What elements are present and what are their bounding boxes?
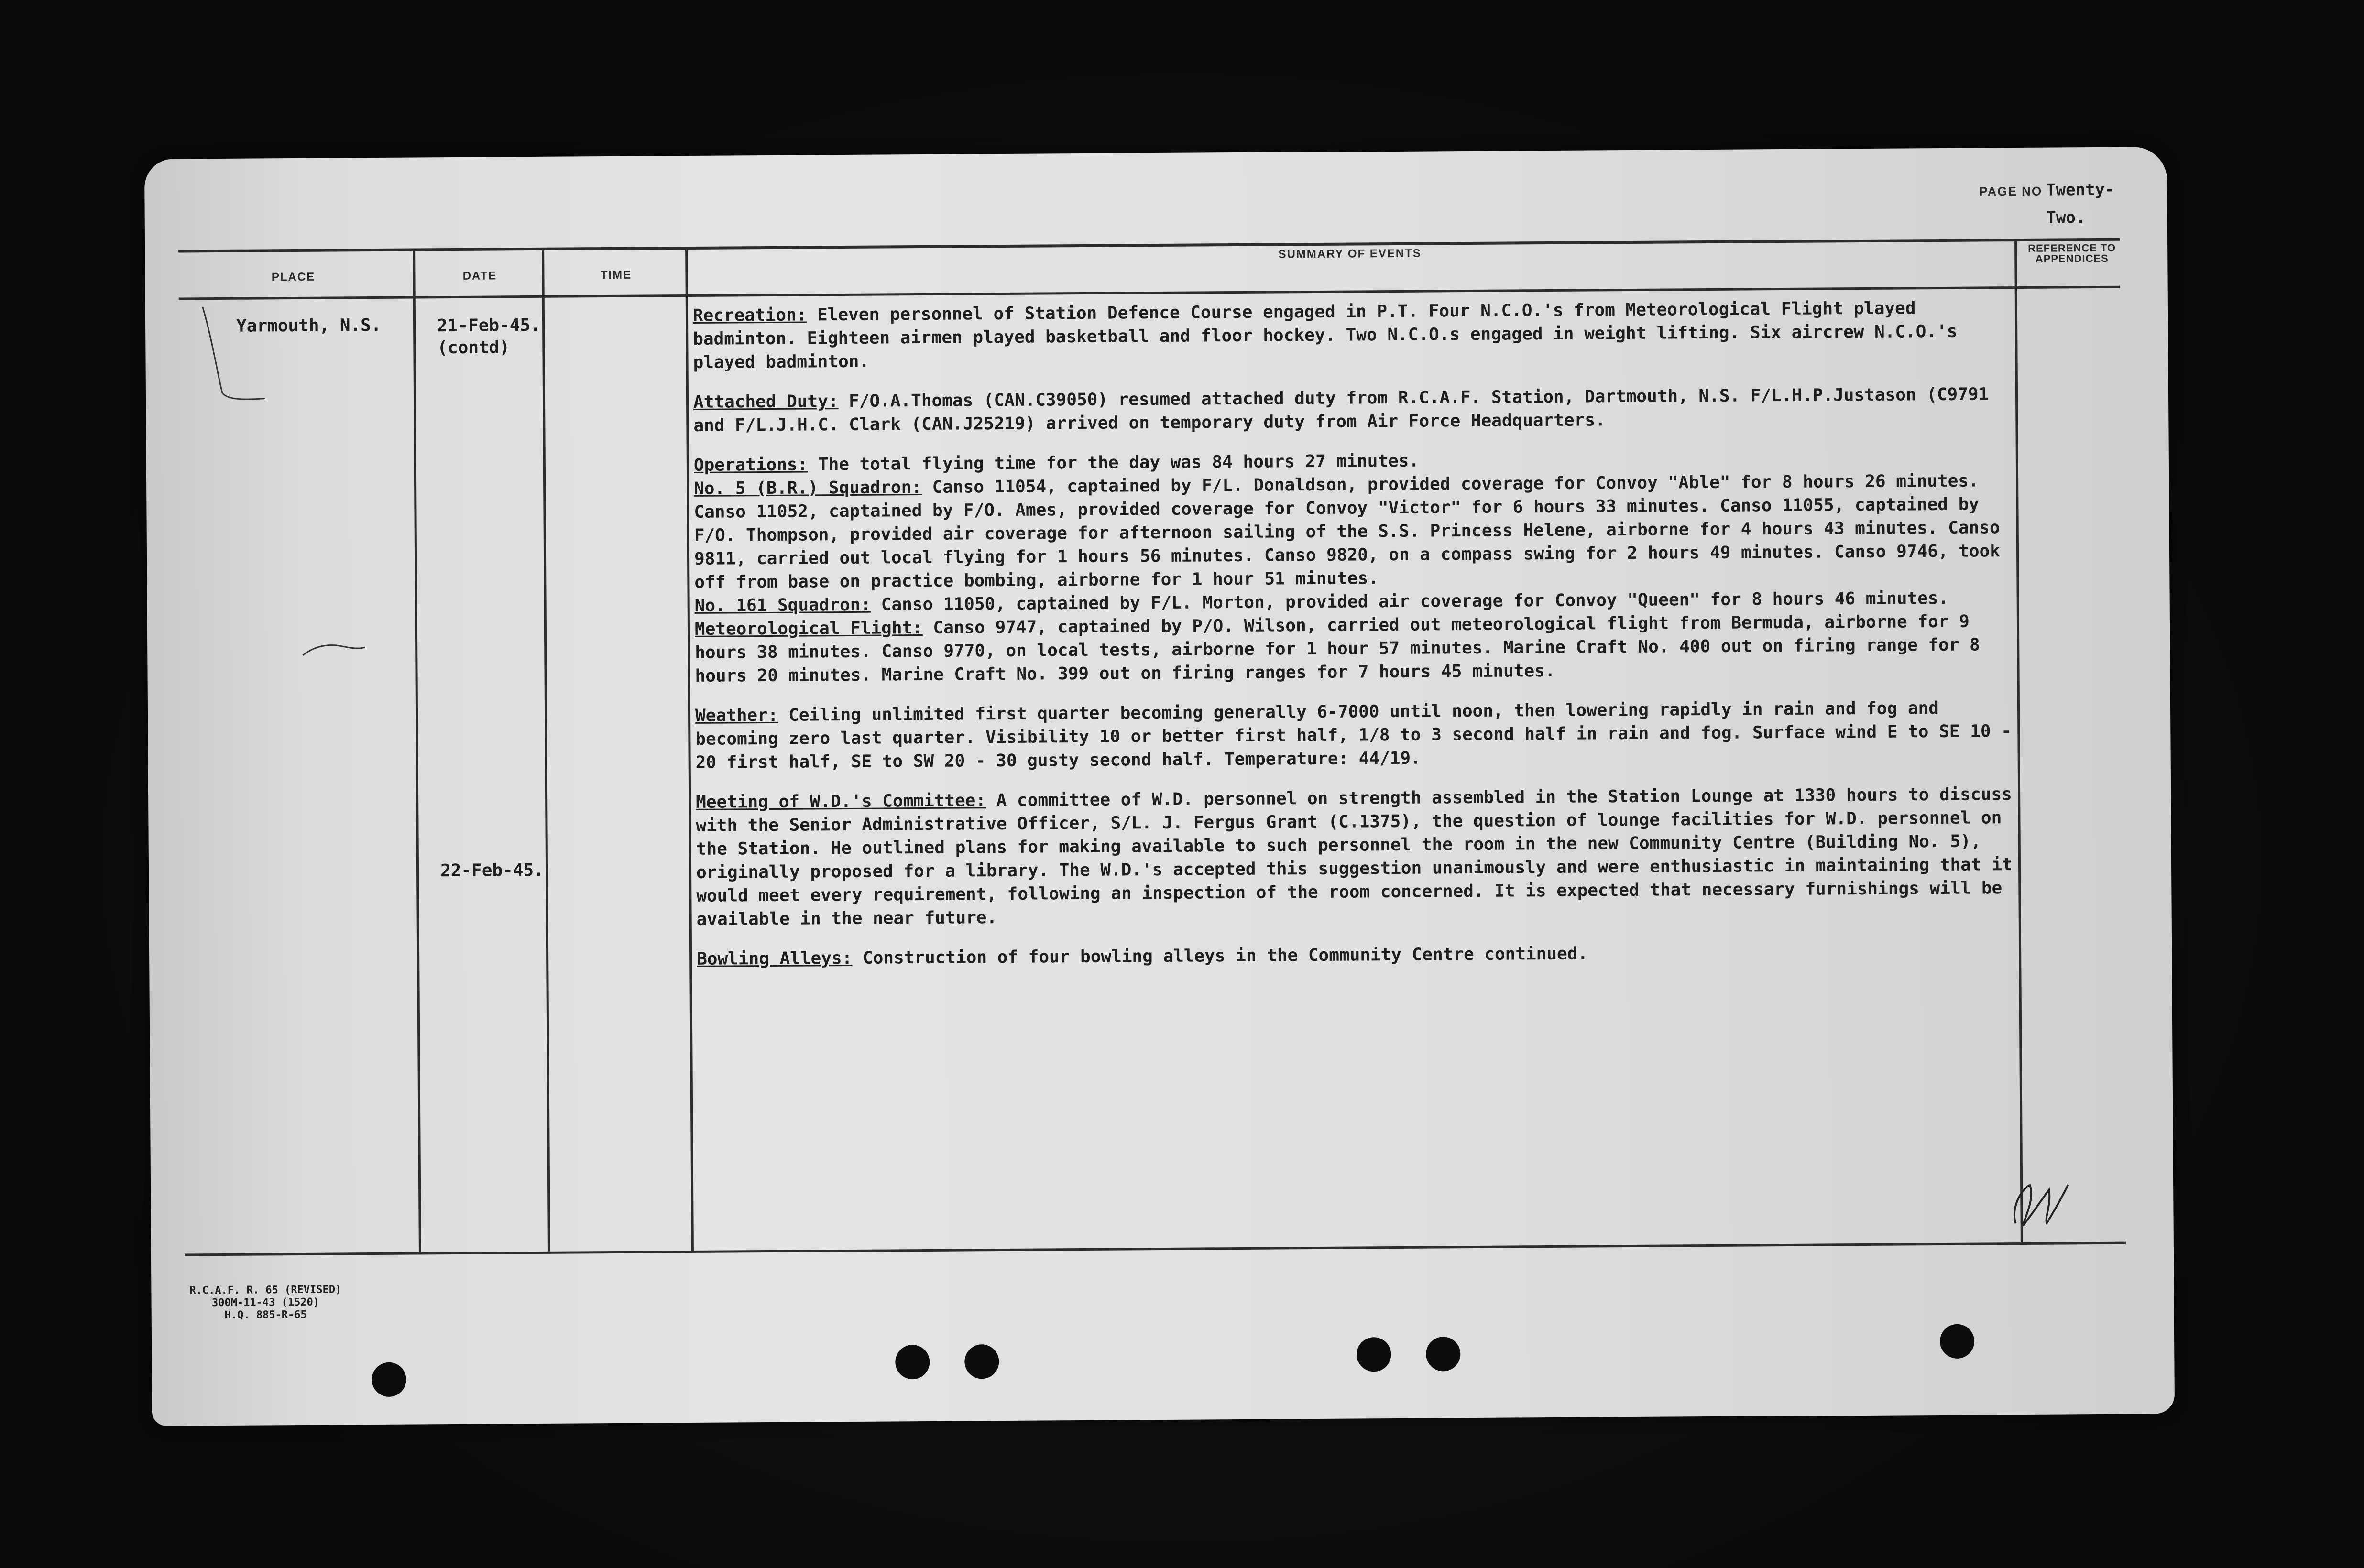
form-stamp-line2: 300M-11-43 (1520)	[211, 1296, 320, 1309]
page-number-label: PAGE NO	[1979, 184, 2043, 199]
entry-heading: Meteorological Flight:	[694, 618, 923, 639]
entry-heading: No. 5 (B.R.) Squadron:	[694, 478, 922, 499]
page-number-value-line1: Twenty-	[2046, 180, 2115, 200]
binder-hole	[372, 1362, 406, 1397]
date-cell-2: 22-Feb-45.	[440, 860, 544, 881]
entry-meteorological-flight	[695, 610, 2029, 688]
entry-text: Construction of four bowling alleys in the Community Centre continued.	[852, 944, 1588, 968]
entry-text: F/O.A.Thomas (CAN.C39050) resumed attached duty from R.C.A.F. Station, Dartmouth, N.S. F/L.H.P.Justason (C9791 and F/L.J.H.C. Clark (CAN.J25219) arrived on temporary duty from Air Force Headquarters.	[693, 384, 1989, 436]
binder-hole	[1940, 1324, 1974, 1359]
entry-text: A committee of W.D. personnel on strength assembled in the Station Lounge at 1330 hours to discuss with the Senior Administrative Officer, S/L. J. Fergus Grant (C.1375), the question of lounge facilities for W.D. personnel on the Station. He outlined plans for making available to such personnel the room in the new Community Centre (Building No. 5), originally proposed for a library. The W.D.'s accepted this suggestion unanimously and were enthusiastic in maintaining that it would meet every requirement, following an inspection of the room concerned. It is expected that necessary furnishings will be available in the near future.	[696, 784, 2013, 929]
summary-of-events	[693, 296, 2031, 987]
date-cell-1-line2: (contd)	[437, 338, 510, 358]
entry-text: The total flying time for the day was 84 hours 27 minutes.	[808, 451, 1420, 475]
entry-bowling-alleys	[697, 939, 2031, 971]
page-number-value-line2: Two.	[2046, 208, 2086, 228]
record-sheet	[144, 147, 2175, 1426]
entry-text: Canso 11054, captained by F/L. Donaldson, provided coverage for Convoy "Able" for 8 hours 26 minutes. Canso 11052, captained by F/O. Ames, provided coverage for Convoy "Victor" for 6 hours 33 minutes. Canso 11055, captained by F/O. Thompson, provided air coverage for afternoon sailing of the S.S. Princess Helene, airborne for 4 hours 43 minutes. Canso 9811, carried out local flying for 1 hours 56 minutes. Canso 9820, on a compass swing for 2 hours 49 minutes. Canso 9746, took off from base on practice bombing, airborne for 1 hour 51 minutes.	[694, 471, 2001, 592]
column-header-reference	[2019, 243, 2124, 264]
entry-no5-squadron	[694, 469, 2028, 594]
column-header-reference-line1: REFERENCE TO	[2028, 241, 2116, 254]
handwritten-initials	[2006, 1170, 2073, 1233]
binder-hole	[1357, 1337, 1391, 1372]
place-cell: Yarmouth, N.S.	[236, 315, 382, 336]
entry-heading: Recreation:	[692, 305, 807, 326]
edge-pencil-mark	[193, 297, 270, 412]
pencil-tick-mark	[300, 636, 367, 665]
entry-text: Canso 9747, captained by P/O. Wilson, carried out meteorological flight from Bermuda, airborne for 9 hours 38 minutes. Canso 9770, on local tests, airborne for 1 hour 57 minutes. Marine Craft No. 400 out on firing range for 8 hours 20 minutes. Marine Craft No. 399 out on firing ranges for 7 hours 45 minutes.	[695, 611, 1980, 686]
entry-heading: Weather:	[695, 705, 778, 726]
binder-hole	[895, 1345, 930, 1379]
binder-hole	[1426, 1337, 1460, 1371]
table-bottom-rule	[185, 1242, 2126, 1256]
entry-text: Ceiling unlimited first quarter becoming generally 6-7000 until noon, then lowering rapidly in rain and fog and becoming zero last quarter. Visibility 10 or better first half, 1/8 to 3 second half in rain and fog. Surface wind E to SE 10 - 20 first half, SE to SW 20 - 30 gusty second half. Temperature: 44/19.	[695, 698, 2012, 773]
entry-text: Canso 11050, captained by F/L. Morton, provided air coverage for Convoy "Queen" for 8 hours 46 minutes.	[871, 588, 1949, 615]
column-divider-time	[685, 247, 694, 1251]
column-header-reference-line2: APPENDICES	[2035, 252, 2109, 265]
column-header-place: PLACE	[271, 270, 316, 284]
entry-attached-duty	[693, 382, 2028, 437]
entry-weather	[695, 696, 2030, 774]
entry-heading: No. 161 Squadron:	[694, 595, 871, 616]
entry-heading: Operations:	[693, 455, 808, 475]
date-cell-1-line1: 21-Feb-45.	[437, 315, 541, 336]
entry-recreation	[693, 296, 2027, 374]
date-cell-1	[437, 315, 541, 359]
entry-text: Eleven personnel of Station Defence Course engaged in P.T. Four N.C.O.'s from Meteorological Flight played badminton. Eighteen airmen played basketball and floor hockey. Two N.C.O.s engaged in weight lifting. Six aircrew N.C.O.'s played badminton.	[693, 298, 1958, 372]
entry-wd-committee	[696, 783, 2031, 931]
column-divider-place	[413, 248, 421, 1252]
column-divider-date	[542, 248, 550, 1252]
form-stamp-line3: H.Q. 885-R-65	[224, 1308, 307, 1321]
column-header-summary: SUMMARY OF EVENTS	[1278, 247, 1422, 261]
column-header-time: TIME	[600, 268, 632, 282]
entry-heading: Attached Duty:	[693, 392, 839, 412]
entry-heading: Meeting of W.D.'s Committee:	[696, 791, 986, 812]
column-header-date: DATE	[462, 269, 497, 283]
binder-hole	[964, 1344, 999, 1379]
form-stamp	[189, 1284, 341, 1322]
entry-heading: Bowling Alleys:	[697, 948, 853, 969]
form-stamp-line1: R.C.A.F. R. 65 (REVISED)	[189, 1284, 342, 1297]
page-number	[1979, 176, 2115, 232]
